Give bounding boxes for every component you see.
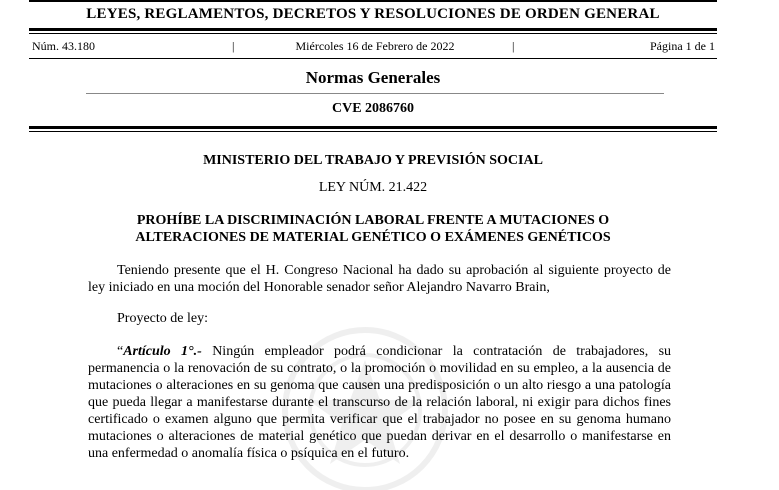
law-title-line-2: ALTERACIONES DE MATERIAL GENÉTICO O EXÁMENES GENÉTICOS xyxy=(135,230,611,245)
article-text: Ningún empleador podrá condicionar la contratación de trabajadores, su permanencia o la renovación de su contrato, o la promoción o movilidad en su empleo, a la ausencia de mutaciones o alteraciones en su genoma que causen una predisposición o un alto riesgo a una patología que pueda llegar a manifestarse durante el transcurso de la relación laboral, ni exigir para dichos fines certificado o examen alguno que permita verificar que el trabajador no posee en su genoma humano mutaciones o alteraciones de material genético que puedan derivar en el desarrollo o manifestarse en una enfermedad o anomalía física o psíquica en el futuro. xyxy=(88,344,672,461)
top-rule xyxy=(29,0,717,2)
issue-number: Núm. 43.180 xyxy=(32,39,95,53)
header-rule-thin xyxy=(29,131,717,132)
article-open-quote: “ xyxy=(117,344,124,359)
cve-code: CVE 2086760 xyxy=(331,101,415,116)
info-rule xyxy=(29,58,717,59)
page-indicator: Página 1 de 1 xyxy=(650,39,715,53)
ministry-name: MINISTERIO DEL TRABAJO Y PREVISIÓN SOCIAL xyxy=(203,153,543,168)
separator-right: | xyxy=(512,39,515,53)
law-title-line-1: PROHÍBE LA DISCRIMINACIÓN LABORAL FRENTE A MUTACIONES O xyxy=(136,213,610,228)
gazette-title: LEYES, REGLAMENTOS, DECRETOS Y RESOLUCIONES DE ORDEN GENERAL xyxy=(86,6,660,22)
separator-left: | xyxy=(232,39,235,53)
section-title: Normas Generales xyxy=(305,68,441,87)
title-rule-thick xyxy=(29,28,717,31)
article-1 xyxy=(88,343,671,462)
section-rule xyxy=(86,93,664,94)
project-label: Proyecto de ley: xyxy=(117,311,208,326)
intro-paragraph: Teniendo presente que el H. Congreso Nacional ha dado su aprobación al siguiente proyecto de ley iniciado en una moción del Honorable senador señor Alejandro Navarro Brain, xyxy=(88,263,671,295)
law-title xyxy=(29,212,717,246)
issue-date: Miércoles 16 de Febrero de 2022 xyxy=(295,39,455,53)
title-rule-thin xyxy=(29,33,717,34)
article-label: Artículo 1°.- xyxy=(123,344,202,359)
header-rule-thick xyxy=(29,126,717,129)
law-number: LEY NÚM. 21.422 xyxy=(318,180,428,195)
